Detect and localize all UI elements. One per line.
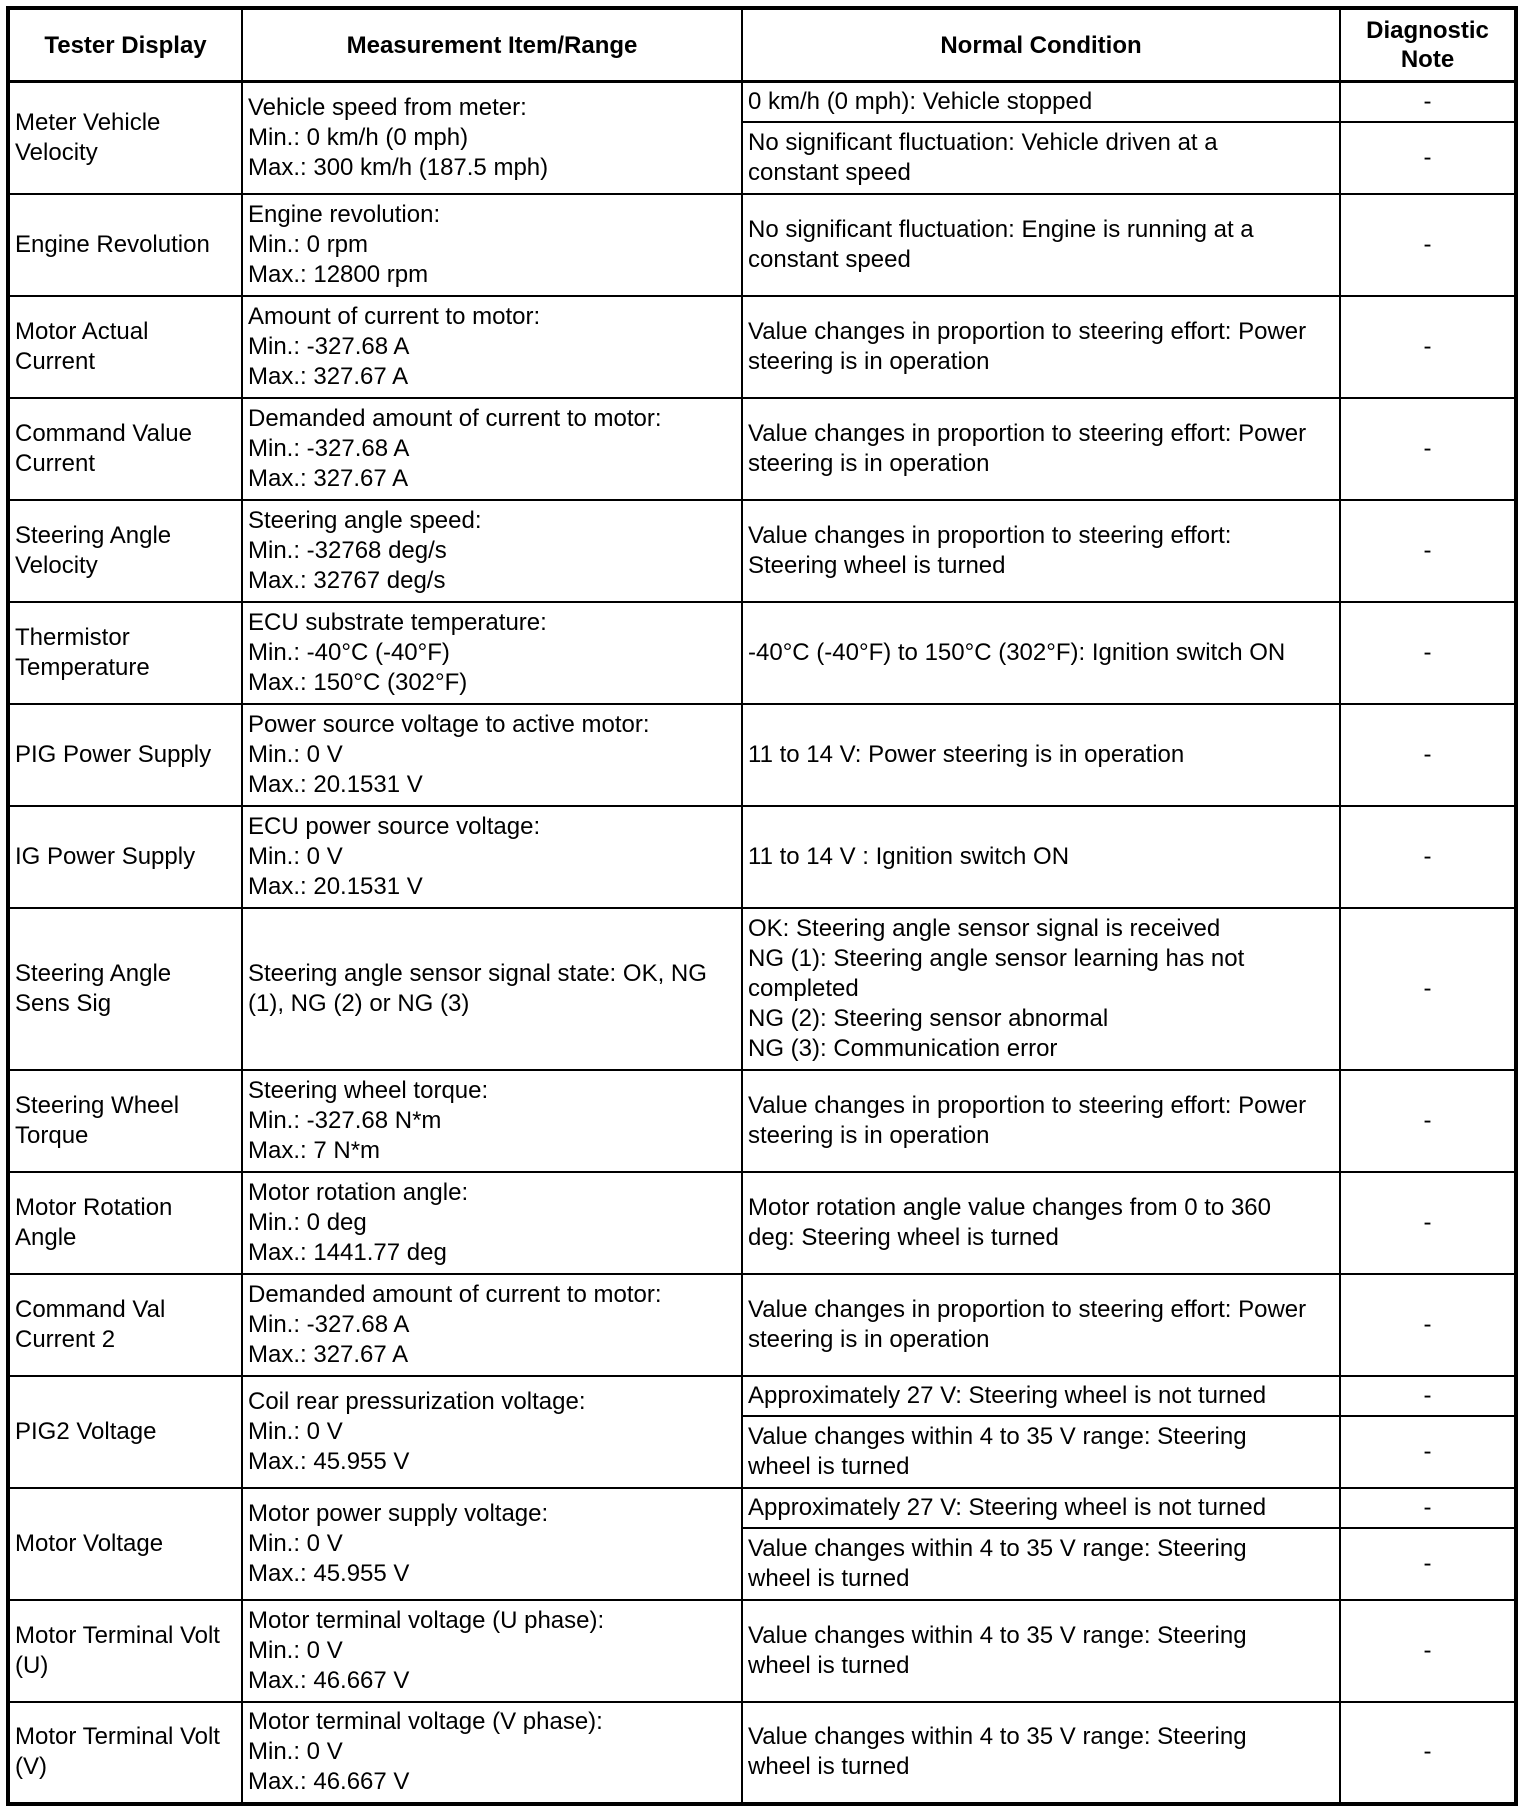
normal-condition-cell: No significant fluctuation: Engine is running at a constant speed [742, 194, 1340, 296]
table-row [8, 1376, 1516, 1416]
table-row [8, 704, 1516, 806]
tester-display-cell: PIG2 Voltage [8, 1376, 242, 1488]
measurement-range-cell: Amount of current to motor: Min.: -327.68 A Max.: 327.67 A [242, 296, 742, 398]
diagnostic-note-cell: - [1340, 1528, 1516, 1600]
diagnostic-note-cell: - [1340, 82, 1516, 122]
tester-display-cell: Thermistor Temperature [8, 602, 242, 704]
table-header-row [8, 8, 1516, 82]
normal-condition-cell: Value changes in proportion to steering effort: Power steering is in operation [742, 1070, 1340, 1172]
tester-display-cell: Steering Wheel Torque [8, 1070, 242, 1172]
normal-condition-cell: Approximately 27 V: Steering wheel is not turned [742, 1488, 1340, 1528]
tester-display-cell: Motor Actual Current [8, 296, 242, 398]
measurement-range-cell: Motor terminal voltage (U phase): Min.: 0 V Max.: 46.667 V [242, 1600, 742, 1702]
normal-condition-cell: 11 to 14 V : Ignition switch ON [742, 806, 1340, 908]
normal-condition-cell: Approximately 27 V: Steering wheel is not turned [742, 1376, 1340, 1416]
diagnostic-note-cell: - [1340, 1702, 1516, 1804]
normal-condition-cell: Value changes within 4 to 35 V range: Steering wheel is turned [742, 1702, 1340, 1804]
normal-condition-cell: OK: Steering angle sensor signal is received NG (1): Steering angle sensor learning has not completed NG (2): Steering sensor abnormal NG (3): Communication error [742, 908, 1340, 1070]
table-row [8, 398, 1516, 500]
table-row [8, 1172, 1516, 1274]
tester-display-cell: IG Power Supply [8, 806, 242, 908]
normal-condition-cell: 0 km/h (0 mph): Vehicle stopped [742, 82, 1340, 122]
diagnostic-note-cell: - [1340, 122, 1516, 194]
tester-display-cell: Motor Rotation Angle [8, 1172, 242, 1274]
data-list-table-container [6, 6, 1518, 1806]
measurement-range-cell: ECU substrate temperature: Min.: -40°C (-40°F) Max.: 150°C (302°F) [242, 602, 742, 704]
table-row [8, 1488, 1516, 1528]
normal-condition-cell: Value changes within 4 to 35 V range: Steering wheel is turned [742, 1528, 1340, 1600]
table-row [8, 1070, 1516, 1172]
measurement-range-cell: Vehicle speed from meter: Min.: 0 km/h (0 mph) Max.: 300 km/h (187.5 mph) [242, 82, 742, 194]
measurement-range-cell: Steering angle speed: Min.: -32768 deg/s Max.: 32767 deg/s [242, 500, 742, 602]
normal-condition-cell: 11 to 14 V: Power steering is in operation [742, 704, 1340, 806]
normal-condition-cell: Value changes in proportion to steering effort: Steering wheel is turned [742, 500, 1340, 602]
table-row [8, 500, 1516, 602]
normal-condition-cell: Motor rotation angle value changes from 0 to 360 deg: Steering wheel is turned [742, 1172, 1340, 1274]
header-tester-display: Tester Display [8, 8, 242, 82]
normal-condition-cell: Value changes in proportion to steering effort: Power steering is in operation [742, 398, 1340, 500]
measurement-range-cell: ECU power source voltage: Min.: 0 V Max.: 20.1531 V [242, 806, 742, 908]
diagnostic-note-cell: - [1340, 398, 1516, 500]
data-list-table [6, 6, 1518, 1806]
diagnostic-note-cell: - [1340, 194, 1516, 296]
diagnostic-note-cell: - [1340, 1070, 1516, 1172]
diagnostic-note-cell: - [1340, 1416, 1516, 1488]
normal-condition-cell: Value changes within 4 to 35 V range: Steering wheel is turned [742, 1600, 1340, 1702]
normal-condition-cell: -40°C (-40°F) to 150°C (302°F): Ignition switch ON [742, 602, 1340, 704]
tester-display-cell: Command Value Current [8, 398, 242, 500]
tester-display-cell: Motor Voltage [8, 1488, 242, 1600]
diagnostic-note-cell: - [1340, 704, 1516, 806]
tester-display-cell: Steering Angle Sens Sig [8, 908, 242, 1070]
diagnostic-note-cell: - [1340, 806, 1516, 908]
measurement-range-cell: Power source voltage to active motor: Min.: 0 V Max.: 20.1531 V [242, 704, 742, 806]
measurement-range-cell: Demanded amount of current to motor: Min.: -327.68 A Max.: 327.67 A [242, 398, 742, 500]
measurement-range-cell: Demanded amount of current to motor: Min.: -327.68 A Max.: 327.67 A [242, 1274, 742, 1376]
table-row [8, 194, 1516, 296]
measurement-range-cell: Coil rear pressurization voltage: Min.: 0 V Max.: 45.955 V [242, 1376, 742, 1488]
normal-condition-cell: Value changes within 4 to 35 V range: Steering wheel is turned [742, 1416, 1340, 1488]
measurement-range-cell: Steering wheel torque: Min.: -327.68 N*m Max.: 7 N*m [242, 1070, 742, 1172]
table-row [8, 806, 1516, 908]
diagnostic-note-cell: - [1340, 602, 1516, 704]
tester-display-cell: Command Val Current 2 [8, 1274, 242, 1376]
table-row [8, 1702, 1516, 1804]
diagnostic-note-cell: - [1340, 1274, 1516, 1376]
tester-display-cell: Motor Terminal Volt (U) [8, 1600, 242, 1702]
normal-condition-cell: No significant fluctuation: Vehicle driven at a constant speed [742, 122, 1340, 194]
tester-display-cell: PIG Power Supply [8, 704, 242, 806]
header-measurement-item-range: Measurement Item/Range [242, 8, 742, 82]
diagnostic-note-cell: - [1340, 296, 1516, 398]
measurement-range-cell: Motor terminal voltage (V phase): Min.: 0 V Max.: 46.667 V [242, 1702, 742, 1804]
table-row [8, 1600, 1516, 1702]
header-diagnostic-note: Diagnostic Note [1340, 8, 1516, 82]
table-row [8, 82, 1516, 122]
measurement-range-cell: Engine revolution: Min.: 0 rpm Max.: 12800 rpm [242, 194, 742, 296]
normal-condition-cell: Value changes in proportion to steering effort: Power steering is in operation [742, 1274, 1340, 1376]
diagnostic-note-cell: - [1340, 1600, 1516, 1702]
table-row [8, 296, 1516, 398]
measurement-range-cell: Steering angle sensor signal state: OK, NG (1), NG (2) or NG (3) [242, 908, 742, 1070]
table-row [8, 602, 1516, 704]
header-normal-condition: Normal Condition [742, 8, 1340, 82]
table-row [8, 908, 1516, 1070]
diagnostic-note-cell: - [1340, 908, 1516, 1070]
tester-display-cell: Meter Vehicle Velocity [8, 82, 242, 194]
measurement-range-cell: Motor power supply voltage: Min.: 0 V Max.: 45.955 V [242, 1488, 742, 1600]
tester-display-cell: Engine Revolution [8, 194, 242, 296]
diagnostic-note-cell: - [1340, 500, 1516, 602]
tester-display-cell: Steering Angle Velocity [8, 500, 242, 602]
diagnostic-note-cell: - [1340, 1488, 1516, 1528]
tester-display-cell: Motor Terminal Volt (V) [8, 1702, 242, 1804]
measurement-range-cell: Motor rotation angle: Min.: 0 deg Max.: 1441.77 deg [242, 1172, 742, 1274]
table-row [8, 1274, 1516, 1376]
normal-condition-cell: Value changes in proportion to steering effort: Power steering is in operation [742, 296, 1340, 398]
diagnostic-note-cell: - [1340, 1376, 1516, 1416]
diagnostic-note-cell: - [1340, 1172, 1516, 1274]
